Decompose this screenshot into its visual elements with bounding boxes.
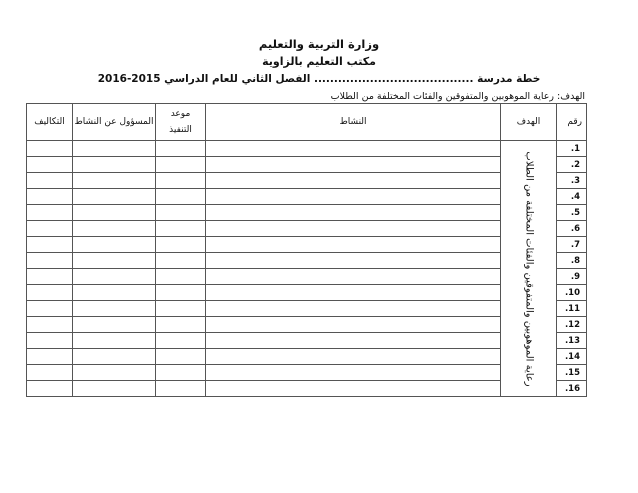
row-number: .13 [557, 333, 587, 349]
costs-cell[interactable] [27, 285, 73, 301]
costs-cell[interactable] [27, 301, 73, 317]
costs-cell[interactable] [27, 333, 73, 349]
responsible-cell[interactable] [73, 317, 156, 333]
activity-cell[interactable] [206, 365, 501, 381]
activity-cell[interactable] [206, 141, 501, 157]
costs-cell[interactable] [27, 317, 73, 333]
table-body [27, 141, 587, 397]
goal-cell [501, 141, 557, 397]
office-title: مكتب التعليم بالزاوية [262, 55, 376, 68]
row-number: .6 [557, 221, 587, 237]
header-costs: التكاليف [27, 104, 73, 141]
row-number: .8 [557, 253, 587, 269]
responsible-cell[interactable] [73, 269, 156, 285]
responsible-cell[interactable] [73, 173, 156, 189]
activity-cell[interactable] [206, 301, 501, 317]
row-number: .9 [557, 269, 587, 285]
costs-cell[interactable] [27, 189, 73, 205]
activity-cell[interactable] [206, 285, 501, 301]
row-number: .12 [557, 317, 587, 333]
row-number: .5 [557, 205, 587, 221]
timing-cell[interactable] [156, 157, 206, 173]
row-number: .4 [557, 189, 587, 205]
table-row [27, 141, 587, 157]
costs-cell[interactable] [27, 269, 73, 285]
timing-cell[interactable] [156, 189, 206, 205]
timing-cell[interactable] [156, 269, 206, 285]
timing-cell[interactable] [156, 141, 206, 157]
timing-cell[interactable] [156, 237, 206, 253]
row-number: .15 [557, 365, 587, 381]
header-activity: النشاط [206, 104, 501, 141]
responsible-cell[interactable] [73, 205, 156, 221]
header-goal: الهدف [501, 104, 557, 141]
timing-cell[interactable] [156, 285, 206, 301]
activity-cell[interactable] [206, 173, 501, 189]
plan-table [26, 103, 587, 397]
activity-cell[interactable] [206, 253, 501, 269]
goal-vertical-text: رعاية الموهوبين والمتفوقين والفئات المختلفة من الطلاب [523, 150, 534, 387]
activity-cell[interactable] [206, 333, 501, 349]
header-timing [156, 104, 206, 141]
activity-cell[interactable] [206, 205, 501, 221]
activity-cell[interactable] [206, 269, 501, 285]
costs-cell[interactable] [27, 365, 73, 381]
timing-cell[interactable] [156, 301, 206, 317]
costs-cell[interactable] [27, 205, 73, 221]
activity-cell[interactable] [206, 349, 501, 365]
activity-cell[interactable] [206, 237, 501, 253]
responsible-cell[interactable] [73, 333, 156, 349]
timing-cell[interactable] [156, 381, 206, 397]
ministry-title: وزارة التربية والتعليم [258, 37, 380, 51]
activity-cell[interactable] [206, 189, 501, 205]
header-number: رقم [557, 104, 587, 141]
header-timing-line2: التنفيذ [169, 125, 192, 135]
responsible-cell[interactable] [73, 141, 156, 157]
responsible-cell[interactable] [73, 285, 156, 301]
activity-cell[interactable] [206, 221, 501, 237]
costs-cell[interactable] [27, 349, 73, 365]
timing-cell[interactable] [156, 365, 206, 381]
row-number: .11 [557, 301, 587, 317]
goal-line: الهدف: رعاية الموهوبين والمتفوقين والفئات المختلفة من الطلاب [330, 91, 585, 102]
header-responsible: المسؤول عن النشاط [73, 104, 156, 141]
row-number: .10 [557, 285, 587, 301]
timing-cell[interactable] [156, 333, 206, 349]
timing-cell[interactable] [156, 349, 206, 365]
costs-cell[interactable] [27, 381, 73, 397]
activity-cell[interactable] [206, 157, 501, 173]
row-number: .2 [557, 157, 587, 173]
header-timing-line1: موعد [170, 109, 191, 119]
responsible-cell[interactable] [73, 381, 156, 397]
activity-cell[interactable] [206, 317, 501, 333]
costs-cell[interactable] [27, 237, 73, 253]
responsible-cell[interactable] [73, 221, 156, 237]
timing-cell[interactable] [156, 221, 206, 237]
responsible-cell[interactable] [73, 349, 156, 365]
costs-cell[interactable] [27, 141, 73, 157]
timing-cell[interactable] [156, 253, 206, 269]
responsible-cell[interactable] [73, 301, 156, 317]
costs-cell[interactable] [27, 157, 73, 173]
costs-cell[interactable] [27, 253, 73, 269]
responsible-cell[interactable] [73, 189, 156, 205]
table-header-row [27, 104, 587, 141]
costs-cell[interactable] [27, 221, 73, 237]
row-number: .7 [557, 237, 587, 253]
responsible-cell[interactable] [73, 157, 156, 173]
responsible-cell[interactable] [73, 365, 156, 381]
timing-cell[interactable] [156, 317, 206, 333]
timing-cell[interactable] [156, 173, 206, 189]
row-number: .14 [557, 349, 587, 365]
plan-title: خطة مدرسة ........................................ الفصل الثاني للعام الدراسي 2015-2016 [97, 73, 541, 85]
costs-cell[interactable] [27, 173, 73, 189]
row-number: .16 [557, 381, 587, 397]
timing-cell[interactable] [156, 205, 206, 221]
activity-cell[interactable] [206, 381, 501, 397]
row-number: .3 [557, 173, 587, 189]
row-number: .1 [557, 141, 587, 157]
responsible-cell[interactable] [73, 237, 156, 253]
responsible-cell[interactable] [73, 253, 156, 269]
